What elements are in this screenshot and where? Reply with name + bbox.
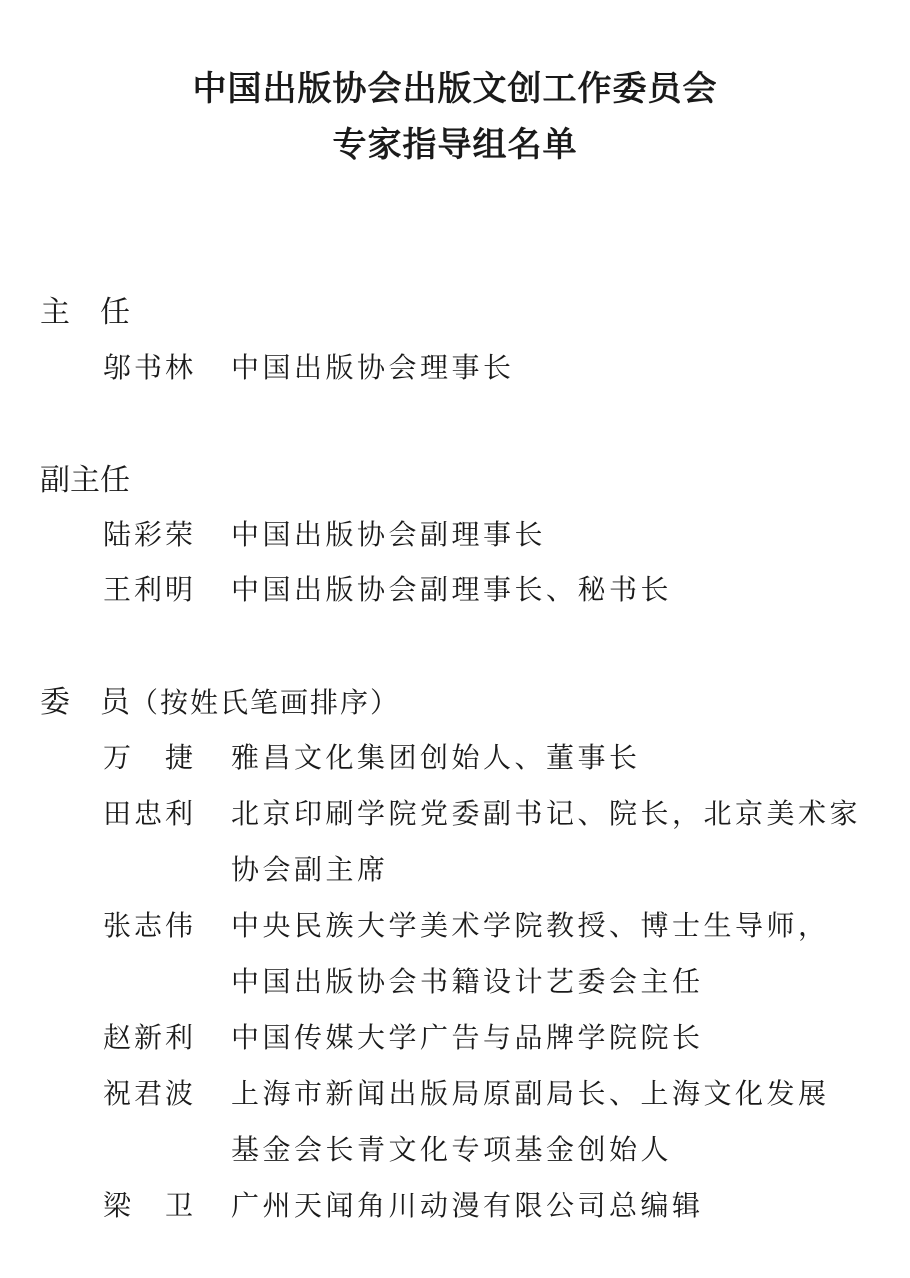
member-name: 陆彩荣	[103, 518, 197, 551]
member-name: 赵新利	[103, 1021, 197, 1054]
heading-char: 任	[100, 295, 130, 330]
sort-order-note: （按姓氏笔画排序）	[130, 686, 401, 719]
section-heading-deputy: 副主任	[40, 463, 130, 498]
member-name: 田忠利	[103, 797, 197, 830]
member-title: 中国出版协会副理事长	[231, 518, 547, 551]
member-title: 广州天闻角川动漫有限公司总编辑	[231, 1189, 704, 1222]
name-char: 万	[103, 741, 132, 774]
member-title: 中国出版协会理事长	[231, 351, 515, 384]
name-char: 卫	[165, 1189, 194, 1222]
member-title: 中央民族大学美术学院教授、博士生导师，	[231, 909, 830, 942]
member-title: 中国出版协会副理事长、秘书长	[231, 573, 673, 606]
member-name	[103, 741, 203, 774]
member-title: 北京印刷学院党委副书记、院长，北京美术家	[231, 797, 862, 830]
document-title-line-2: 专家指导组名单	[332, 125, 578, 165]
member-name: 祝君波	[103, 1077, 197, 1110]
member-title-continued: 协会副主席	[231, 853, 389, 886]
heading-char: 主	[40, 295, 70, 330]
member-title: 中国传媒大学广告与品牌学院院长	[231, 1021, 704, 1054]
member-title-continued: 中国出版协会书籍设计艺委会主任	[231, 965, 704, 998]
document-title-line-1: 中国出版协会出版文创工作委员会	[192, 69, 718, 109]
member-title: 上海市新闻出版局原副局长、上海文化发展	[231, 1077, 830, 1110]
section-heading-director	[40, 295, 130, 330]
member-name: 张志伟	[103, 909, 197, 942]
member-title: 雅昌文化集团创始人、董事长	[231, 741, 641, 774]
name-char: 捷	[165, 741, 194, 774]
member-title-continued: 基金会长青文化专项基金创始人	[231, 1133, 673, 1166]
section-heading-committee	[40, 685, 401, 720]
member-name: 王利明	[103, 573, 197, 606]
member-name	[103, 1189, 203, 1222]
heading-char: 委	[40, 685, 70, 720]
member-name: 邬书林	[103, 351, 197, 384]
heading-char: 员	[100, 685, 130, 720]
name-char: 梁	[103, 1189, 132, 1222]
